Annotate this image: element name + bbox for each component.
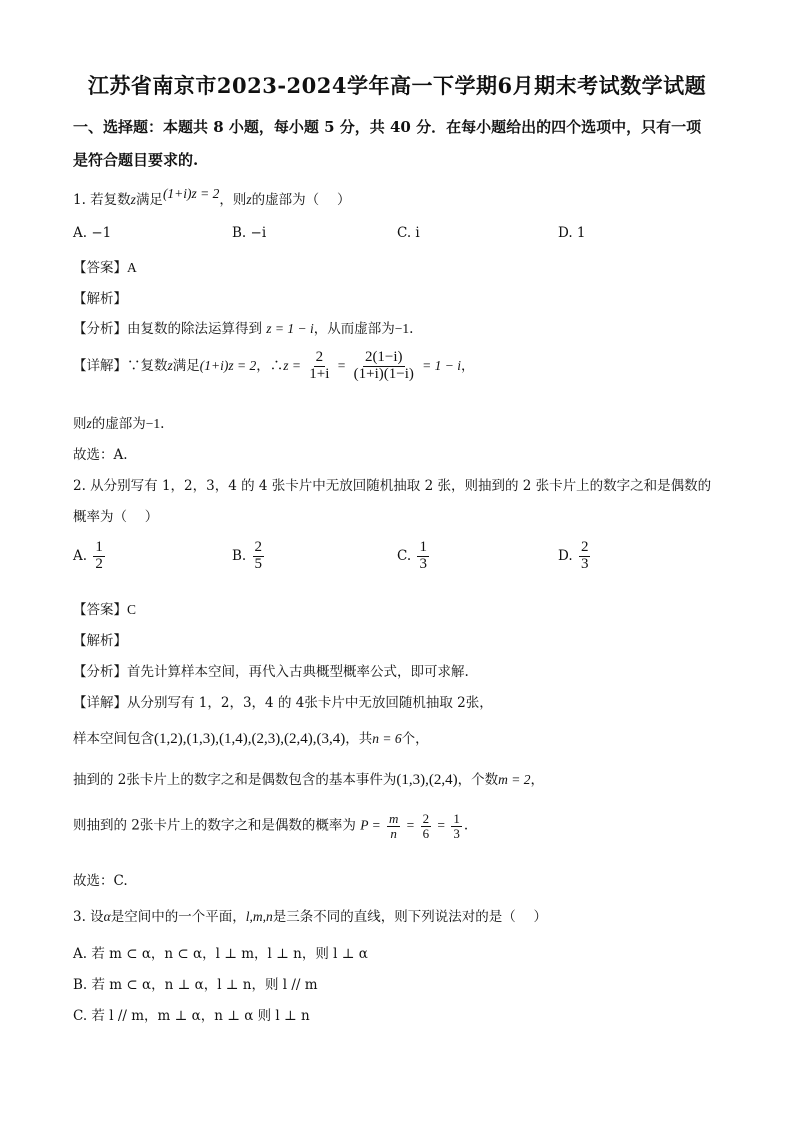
q1-detail: 【详解】∵复数z满足(1+i)z = 2，∴z = $\frac{2}{1+i}$ = $\frac{2(1-i)}{(1+i)(1-i)}$ = 1 − i， (73, 349, 475, 382)
q1-option-c: C. i (397, 225, 420, 241)
q1-fenxi: 【分析】由复数的除法运算得到 z = 1 − i，从而虚部为−1. (73, 321, 414, 337)
section-heading-line1: 一、选择题：本题共 8 小题，每小题 5 分，共 40 分．在每小题给出的四个选项中，只有一项 (73, 118, 702, 136)
q3-option-b: B. 若 m ⊂ α，n ⊥ α，l ⊥ n，则 l // m (73, 977, 318, 993)
q2-probability: 则抽到的 2张卡片上的数字之和是偶数的概率为 P = $\frac{m}{n}$ = $\frac{2}{6}$ = $\frac{1}{3}$ . (73, 811, 469, 841)
q1-frac-1: $\frac{2}{1+i}$ (309, 349, 330, 382)
q2-stem-line2: 概率为（ ） (73, 509, 159, 525)
q1-option-d: D. 1 (558, 225, 586, 241)
q3-option-c: C. 若 l // m，m ⊥ α，n ⊥ α 则 l ⊥ n (73, 1008, 310, 1024)
q3-option-a: A. 若 m ⊂ α，n ⊂ α，l ⊥ m，l ⊥ n，则 l ⊥ α (73, 946, 368, 962)
q2-choose: 故选：C. (73, 873, 128, 889)
q1-frac-2: $\frac{2(1-i)}{(1+i)(1-i)}$ (353, 349, 414, 382)
q2-option-c: C. $\frac{1}{3}$ (397, 539, 427, 572)
q2-analysis-label: 【解析】 (73, 633, 127, 649)
q1-choose: 故选：A. (73, 447, 128, 463)
q1-conclusion: 则z的虚部为−1. (73, 416, 165, 432)
q2-fenxi: 【分析】首先计算样本空间，再代入古典概型概率公式，即可求解. (73, 664, 469, 680)
q2-option-d: D. $\frac{2}{3}$ (558, 539, 589, 572)
q1-analysis-label: 【解析】 (73, 291, 127, 307)
q2-sample-space: 样本空间包含(1,2),(1,3),(1,4),(2,3),(2,4),(3,4)，共n = 6个， (73, 731, 429, 747)
q1-answer: 【答案】A (73, 260, 137, 276)
q2-answer: 【答案】C (73, 602, 137, 618)
q1-stem: 1. 若复数z满足(1+i)z = 2，则z的虚部为（ ） (73, 186, 351, 208)
document-title: 江苏省南京市2023-2024学年高一下学期6月期末考试数学试题 (87, 73, 707, 98)
section-heading-line2: 是符合题目要求的. (73, 151, 199, 169)
q2-option-a: A. $\frac{1}{2}$ (73, 539, 103, 572)
q2-stem-line1: 2. 从分别写有 1，2，3，4 的 4 张卡片中无放回随机抽取 2 张，则抽到的 2 张卡片上的数字之和是偶数的 (73, 478, 712, 494)
q3-stem: 3. 设α是空间中的一个平面，l,m,n是三条不同的直线，则下列说法对的是（ ） (73, 909, 548, 925)
q2-option-b: B. $\frac{2}{5}$ (232, 539, 263, 572)
q1-option-a: A. −1 (73, 225, 112, 241)
q2-even-events: 抽到的 2张卡片上的数字之和是偶数包含的基本事件为(1,3),(2,4)，个数m = 2， (73, 772, 544, 788)
q1-option-b: B. −i (232, 225, 267, 241)
q2-detail: 【详解】从分别写有 1，2，3，4 的 4张卡片中无放回随机抽取 2张， (73, 695, 493, 711)
